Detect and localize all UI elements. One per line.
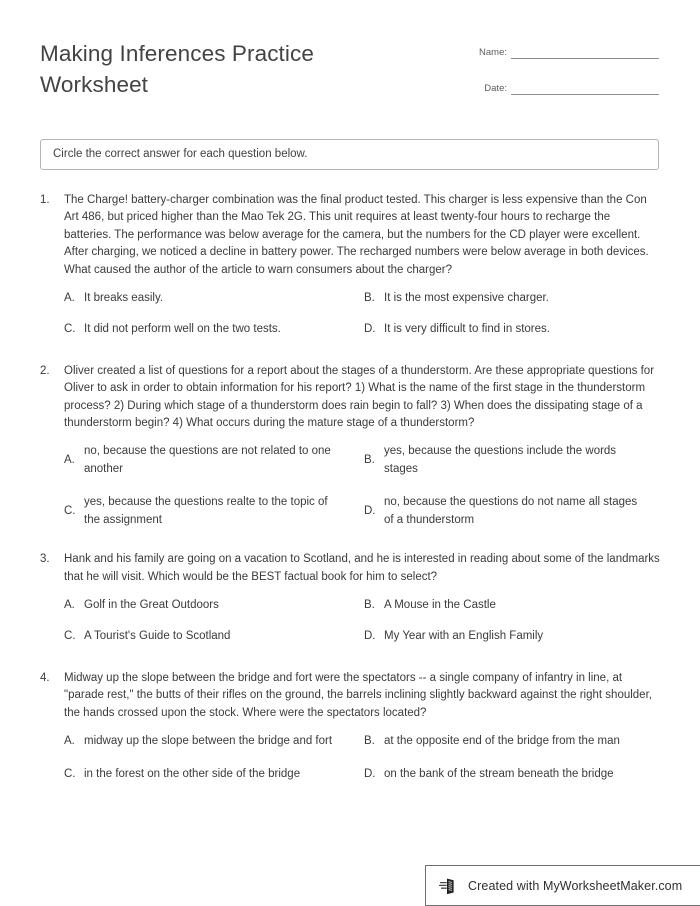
question-header [40,192,660,279]
date-label: Date: [484,83,507,94]
date-field-row [459,76,659,95]
question-1 [0,192,700,355]
worksheet-header [0,0,700,120]
question-4 [0,670,700,800]
question-number: 2. [40,364,50,377]
name-label: Name: [479,47,507,58]
choice-option[interactable] [364,597,660,628]
question-header [40,670,660,722]
choice-text: A Mouse in the Castle [384,598,496,611]
choice-text: It is very difficult to find in stores. [384,323,550,336]
choice-text: A Tourist's Guide to Scotland [84,630,231,643]
choice-option[interactable] [64,628,364,659]
watermark-badge[interactable] [425,865,700,906]
student-fields [459,40,659,112]
choice-option[interactable] [364,628,660,659]
question-2 [0,363,700,545]
question-header [40,551,660,586]
choice-letter: D. [364,630,376,643]
choice-text: My Year with an English Family [384,630,544,643]
choice-letter: A. [64,454,75,467]
choice-option[interactable] [364,494,660,545]
choice-text: no, because the questions are not related to one another [84,445,331,475]
choice-grid [40,290,660,355]
choice-letter: D. [364,768,376,781]
watermark-text: Created with MyWorksheetMaker.com [468,878,683,893]
choice-text: no, because the questions do not name all stages of a thunderstorm [384,496,638,526]
choice-text: in the forest on the other side of the bridge [84,768,301,781]
choice-text: It is the most expensive charger. [384,292,549,305]
choice-option[interactable] [64,597,364,628]
choice-text: It did not perform well on the two tests. [84,323,281,336]
question-3 [0,551,700,660]
choice-option[interactable] [64,733,364,766]
choice-letter: B. [364,454,375,467]
question-text: Hank and his family are going on a vacation to Scotland, and he is interested in reading about some of the landmarks that he will visit. Which would be the BEST factual book for him to select? [64,553,660,583]
date-input[interactable] [511,83,659,95]
choice-text: midway up the slope between the bridge and fort [84,734,333,747]
name-field-row [459,40,659,59]
question-text: The Charge! battery-charger combination was the final product tested. This charger is less expensive than the Con Art 486, but priced higher than the Mao Tek 2G. This unit requires at least twenty-four hours to recharge the batteries. The performance was below average for the camera, but the numbers for the CD player were excellent. After charging, we noticed a decline in battery power. The recharged numbers were below average in both devices. What caused the author of the article to warn consumers about the charger? [64,194,649,276]
choice-text: Golf in the Great Outdoors [84,598,219,611]
choice-option[interactable] [64,494,364,545]
choice-option[interactable] [364,733,660,766]
choice-letter: A. [64,734,75,747]
choice-letter: A. [64,598,75,611]
choice-grid [40,733,660,800]
choice-grid [40,443,660,545]
choice-text: at the opposite end of the bridge from the man [384,734,620,747]
name-input[interactable] [511,47,659,59]
question-header [40,363,660,433]
question-list [0,192,700,800]
choice-letter: B. [364,598,375,611]
choice-text: on the bank of the stream beneath the bridge [384,768,614,781]
choice-grid [40,597,660,660]
choice-letter: A. [64,292,75,305]
question-number: 1. [40,194,50,206]
choice-option[interactable] [64,321,364,354]
choice-letter: C. [64,504,76,517]
question-text: Midway up the slope between the bridge and fort were the spectators -- a single company of infantry in line, at "parade rest," the butts of their rifles on the ground, the barrels inclining slightly backward against the right shoulder, the hands crossed upon the stock. Where were the spectators located? [64,671,652,719]
choice-letter: C. [64,768,76,781]
book-logo-icon [438,875,460,897]
question-number: 4. [40,671,50,684]
choice-option[interactable] [364,290,660,321]
instruction-box [40,139,659,170]
choice-letter: D. [364,504,376,517]
choice-option[interactable] [364,443,660,494]
choice-letter: C. [64,323,76,336]
choice-option[interactable] [64,766,364,799]
instruction-text: Circle the correct answer for each question below. [53,148,308,160]
choice-letter: C. [64,630,76,643]
choice-option[interactable] [364,766,660,799]
choice-letter: B. [364,292,375,305]
choice-text: It breaks easily. [84,292,164,305]
choice-option[interactable] [64,443,364,494]
question-number: 3. [40,553,50,566]
choice-letter: B. [364,734,375,747]
choice-letter: D. [364,323,376,336]
choice-text: yes, because the questions realte to the topic of the assignment [84,496,328,526]
question-text: Oliver created a list of questions for a report about the stages of a thunderstorm. Are these appropriate questions for Oliver to ask in order to obtain information for his report? 1) What is the name of the first stage in the thunderstorm process? 2) During which stage of a thunderstorm does rain begin to fall? 3) When does the dissipating stage of a thunderstorm begin? 4) What occurs during the mature stage of a thunderstorm? [64,364,655,430]
choice-text: yes, because the questions include the words stages [384,445,617,475]
page-title: Making Inferences Practice Worksheet [40,41,314,97]
choice-option[interactable] [64,290,364,321]
choice-option[interactable] [364,321,660,354]
